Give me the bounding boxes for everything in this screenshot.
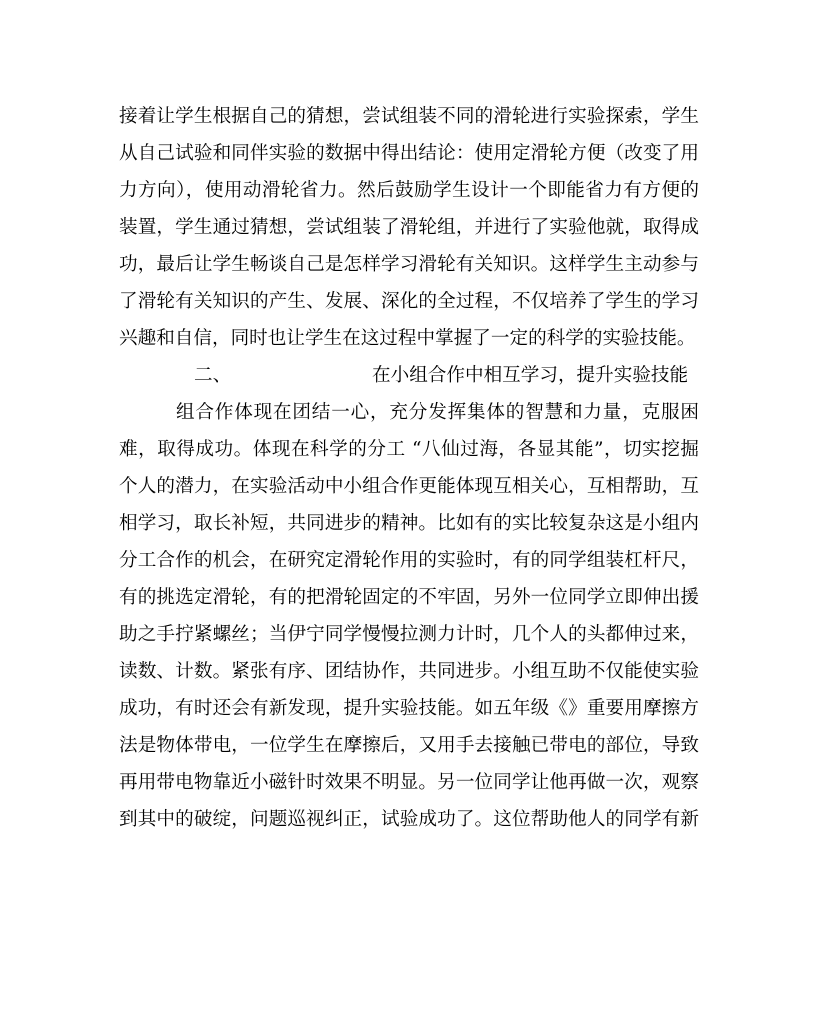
paragraph-line: 功，最后让学生畅谈自己是怎样学习滑轮有关知识。这样学生主动参与: [119, 254, 699, 275]
paragraph-line: 相学习，取长补短，共同进步的精神。比如有的实比较复杂这是小组内: [119, 513, 699, 534]
paragraph-line: 了滑轮有关知识的产生、发展、深化的全过程，不仅培养了学生的学习: [119, 291, 699, 312]
heading-number: 二、: [194, 365, 232, 386]
paragraph-line: 成功，有时还会有新发现，提升实验技能。如五年级《》重要用摩擦方: [119, 698, 699, 719]
heading-text: 在小组合作中相互学习，提升实验技能: [372, 365, 689, 386]
paragraph-line: 组合作体现在团结一心，充分发挥集体的智慧和力量，克服困: [176, 402, 699, 423]
paragraph-line: 装置，学生通过猜想，尝试组装了滑轮组，并进行了实验他就，取得成: [119, 217, 699, 238]
paragraph-line: 有的挑选定滑轮，有的把滑轮固定的不牢固，另外一位同学立即伸出援: [119, 587, 699, 608]
paragraph-line: 力方向），使用动滑轮省力。然后鼓励学生设计一个即能省力有方便的: [119, 180, 699, 201]
paragraph-line: 法是物体带电，一位学生在摩擦后，又用手去接触已带电的部位，导致: [119, 735, 699, 756]
paragraph-line: 难，取得成功。体现在科学的分工 “八仙过海，各显其能”，切实挖掘: [119, 439, 699, 460]
paragraph-line: 个人的潜力，在实验活动中小组合作更能体现互相关心，互相帮助，互: [119, 476, 699, 497]
paragraph-line: 助之手拧紧螺丝；当伊宁同学慢慢拉测力计时，几个人的头都伸过来，: [119, 624, 699, 645]
paragraph-line: 到其中的破绽，问题巡视纠正，试验成功了。这位帮助他人的同学有新: [119, 809, 699, 830]
paragraph-line: 从自己试验和同伴实验的数据中得出结论：使用定滑轮方便（改变了用: [119, 143, 699, 164]
paragraph-line: 兴趣和自信，同时也让学生在这过程中掌握了一定的科学的实验技能。: [119, 328, 696, 349]
paragraph-line: 分工合作的机会，在研究定滑轮作用的实验时，有的同学组装杠杆尺，: [119, 550, 699, 571]
paragraph-line: 再用带电物靠近小磁针时效果不明显。另一位同学让他再做一次，观察: [119, 772, 699, 793]
paragraph-line: 接着让学生根据自己的猜想，尝试组装不同的滑轮进行实验探索，学生: [119, 106, 699, 127]
paragraph-line: 读数、计数。紧张有序、团结协作，共同进步。小组互助不仅能使实验: [119, 661, 699, 682]
